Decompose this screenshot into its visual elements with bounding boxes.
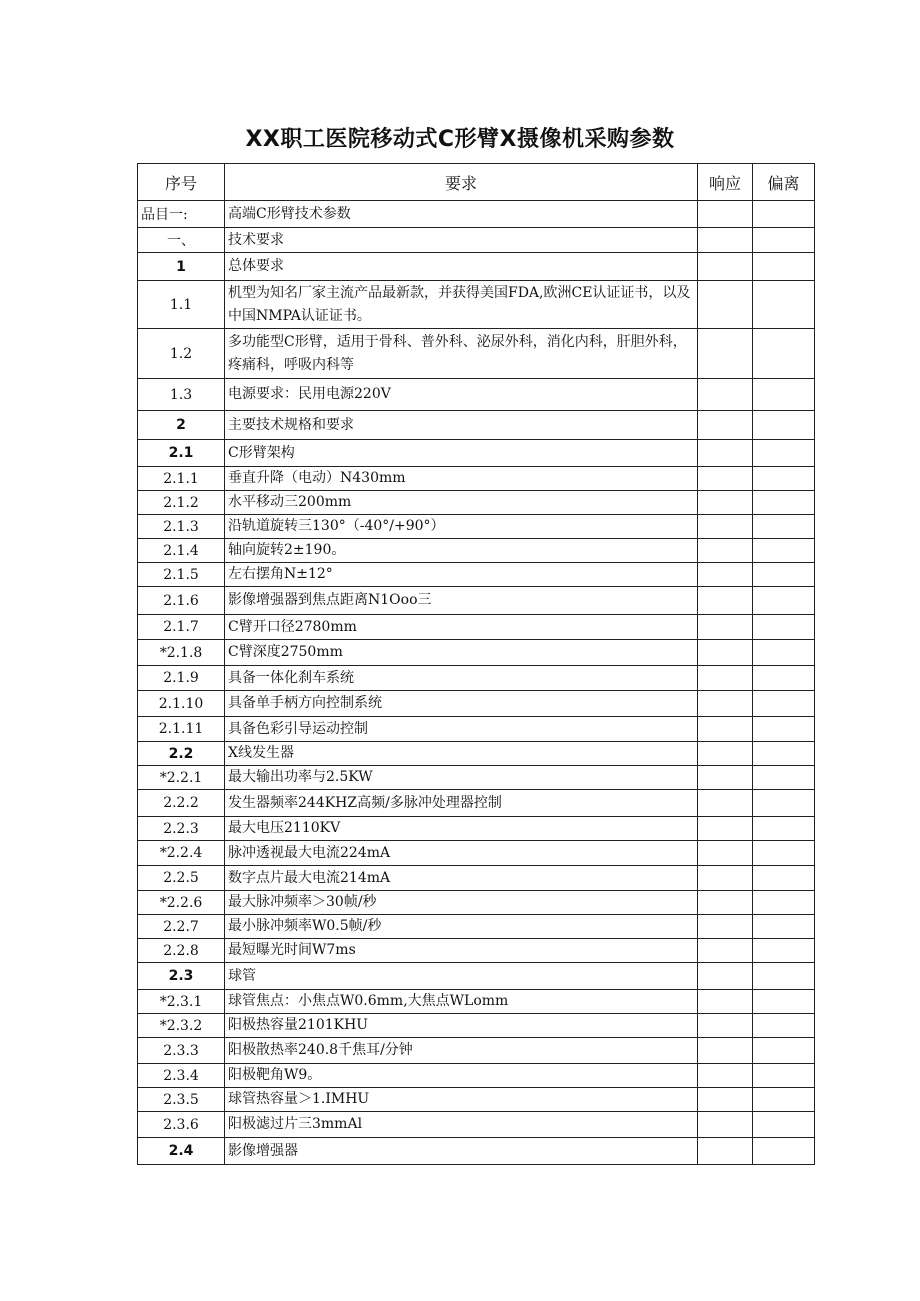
row-response-cell xyxy=(698,228,753,253)
table-row xyxy=(138,411,815,440)
row-requirement: 高端C形臂技术参数 xyxy=(225,201,698,228)
row-serial-number: 2.3.4 xyxy=(138,1064,225,1088)
row-requirement: 最小脉冲频率W0.5帧/秒 xyxy=(225,915,698,939)
row-deviation-cell xyxy=(753,228,815,253)
row-deviation-cell xyxy=(753,915,815,939)
header-deviation: 偏离 xyxy=(753,164,815,201)
row-requirement: 影像增强器到焦点距离N1Ooo三 xyxy=(225,587,698,615)
row-deviation-cell xyxy=(753,841,815,866)
row-deviation-cell xyxy=(753,990,815,1014)
row-serial-number: 2.1.6 xyxy=(138,587,225,615)
row-response-cell xyxy=(698,539,753,563)
row-requirement: C形臂架构 xyxy=(225,440,698,467)
row-response-cell xyxy=(698,666,753,691)
row-response-cell xyxy=(698,742,753,766)
row-serial-number: 1.1 xyxy=(138,281,225,329)
row-deviation-cell xyxy=(753,491,815,515)
row-response-cell xyxy=(698,817,753,841)
table-row xyxy=(138,440,815,467)
row-response-cell xyxy=(698,329,753,379)
table-row xyxy=(138,666,815,691)
table-row xyxy=(138,742,815,766)
row-serial-number: 2.2.7 xyxy=(138,915,225,939)
row-serial-number: 2.3.6 xyxy=(138,1112,225,1138)
row-requirement: 总体要求 xyxy=(225,253,698,281)
table-header-row xyxy=(138,164,815,201)
row-deviation-cell xyxy=(753,253,815,281)
row-serial-number: 1.2 xyxy=(138,329,225,379)
row-serial-number: 1.3 xyxy=(138,379,225,411)
row-response-cell xyxy=(698,640,753,666)
row-serial-number: 2.2.2 xyxy=(138,790,225,817)
row-serial-number: 品目一: xyxy=(138,201,225,228)
row-serial-number: *2.1.8 xyxy=(138,640,225,666)
row-response-cell xyxy=(698,866,753,891)
row-response-cell xyxy=(698,790,753,817)
row-requirement: 具备单手柄方向控制系统 xyxy=(225,691,698,717)
row-deviation-cell xyxy=(753,939,815,963)
row-deviation-cell xyxy=(753,717,815,742)
row-serial-number: *2.2.4 xyxy=(138,841,225,866)
row-response-cell xyxy=(698,1038,753,1064)
row-requirement: C臂深度2750mm xyxy=(225,640,698,666)
row-requirement: 垂直升降（电动）N430mm xyxy=(225,467,698,491)
row-response-cell xyxy=(698,615,753,640)
table-row xyxy=(138,866,815,891)
row-requirement: 球管焦点：小焦点W0.6mm,大焦点WLomm xyxy=(225,990,698,1014)
row-requirement: 影像增强器 xyxy=(225,1138,698,1165)
row-response-cell xyxy=(698,563,753,587)
row-serial-number: 一、 xyxy=(138,228,225,253)
table-row xyxy=(138,891,815,915)
table-row xyxy=(138,587,815,615)
row-response-cell xyxy=(698,766,753,790)
row-deviation-cell xyxy=(753,691,815,717)
table-row xyxy=(138,615,815,640)
row-deviation-cell xyxy=(753,281,815,329)
header-requirement: 要求 xyxy=(225,164,698,201)
row-requirement: 脉冲透视最大电流224mA xyxy=(225,841,698,866)
row-serial-number: 2.3 xyxy=(138,963,225,990)
row-requirement: 最大电压2110KV xyxy=(225,817,698,841)
row-serial-number: 2.1.1 xyxy=(138,467,225,491)
row-response-cell xyxy=(698,440,753,467)
row-serial-number: 2.2.8 xyxy=(138,939,225,963)
table-row xyxy=(138,491,815,515)
row-serial-number: 2.1.11 xyxy=(138,717,225,742)
row-deviation-cell xyxy=(753,766,815,790)
row-deviation-cell xyxy=(753,440,815,467)
row-response-cell xyxy=(698,891,753,915)
table-row xyxy=(138,640,815,666)
row-serial-number: *2.2.6 xyxy=(138,891,225,915)
table-row xyxy=(138,939,815,963)
table-row xyxy=(138,990,815,1014)
table-row xyxy=(138,817,815,841)
row-requirement: 最短曝光时间W7ms xyxy=(225,939,698,963)
table-row xyxy=(138,1014,815,1038)
table-row xyxy=(138,253,815,281)
row-response-cell xyxy=(698,841,753,866)
row-response-cell xyxy=(698,201,753,228)
row-requirement: X线发生器 xyxy=(225,742,698,766)
row-deviation-cell xyxy=(753,379,815,411)
row-serial-number: 2.2 xyxy=(138,742,225,766)
row-deviation-cell xyxy=(753,817,815,841)
row-deviation-cell xyxy=(753,742,815,766)
row-requirement: 阳极靶角W9。 xyxy=(225,1064,698,1088)
row-deviation-cell xyxy=(753,411,815,440)
row-deviation-cell xyxy=(753,891,815,915)
row-response-cell xyxy=(698,515,753,539)
document-title: XX职工医院移动式C形臂X摄像机采购参数 xyxy=(245,127,675,152)
row-serial-number: 2.3.3 xyxy=(138,1038,225,1064)
row-response-cell xyxy=(698,691,753,717)
row-response-cell xyxy=(698,1112,753,1138)
row-deviation-cell xyxy=(753,963,815,990)
row-requirement: 具备色彩引导运动控制 xyxy=(225,717,698,742)
row-serial-number: 2.1 xyxy=(138,440,225,467)
row-response-cell xyxy=(698,253,753,281)
table-row xyxy=(138,1088,815,1112)
row-deviation-cell xyxy=(753,1038,815,1064)
row-deviation-cell xyxy=(753,587,815,615)
header-serial-number: 序号 xyxy=(138,164,225,201)
table-row xyxy=(138,281,815,329)
row-response-cell xyxy=(698,491,753,515)
row-serial-number: 2.1.5 xyxy=(138,563,225,587)
row-serial-number: 2.1.4 xyxy=(138,539,225,563)
row-deviation-cell xyxy=(753,1138,815,1165)
row-requirement: 最大输出功率与2.5KW xyxy=(225,766,698,790)
row-serial-number: *2.2.1 xyxy=(138,766,225,790)
row-requirement: 阳极散热率240.8千焦耳/分钟 xyxy=(225,1038,698,1064)
table-row xyxy=(138,1038,815,1064)
row-serial-number: 2.1.7 xyxy=(138,615,225,640)
row-deviation-cell xyxy=(753,1064,815,1088)
row-deviation-cell xyxy=(753,615,815,640)
row-deviation-cell xyxy=(753,329,815,379)
row-serial-number: 2.4 xyxy=(138,1138,225,1165)
row-requirement: 球管热容量＞1.IMHU xyxy=(225,1088,698,1112)
table-row xyxy=(138,1064,815,1088)
row-requirement: 左右摆角N±12° xyxy=(225,563,698,587)
row-requirement: 机型为知名厂家主流产品最新款，并获得美国FDA,欧洲CE认证证书，以及中国NMPA认证证书。 xyxy=(225,281,698,329)
row-deviation-cell xyxy=(753,201,815,228)
row-response-cell xyxy=(698,1088,753,1112)
table-row xyxy=(138,1112,815,1138)
row-response-cell xyxy=(698,963,753,990)
row-response-cell xyxy=(698,939,753,963)
row-requirement: 阳极热容量2101KHU xyxy=(225,1014,698,1038)
row-serial-number: *2.3.1 xyxy=(138,990,225,1014)
procurement-spec-table xyxy=(137,163,815,1165)
row-serial-number: 2.1.2 xyxy=(138,491,225,515)
row-response-cell xyxy=(698,587,753,615)
row-response-cell xyxy=(698,1014,753,1038)
row-response-cell xyxy=(698,379,753,411)
row-deviation-cell xyxy=(753,1088,815,1112)
row-serial-number: *2.3.2 xyxy=(138,1014,225,1038)
table-row xyxy=(138,228,815,253)
table-row xyxy=(138,841,815,866)
table-row xyxy=(138,515,815,539)
table-row xyxy=(138,379,815,411)
row-requirement: 球管 xyxy=(225,963,698,990)
row-response-cell xyxy=(698,717,753,742)
table-row xyxy=(138,563,815,587)
row-deviation-cell xyxy=(753,515,815,539)
table-row xyxy=(138,963,815,990)
row-response-cell xyxy=(698,411,753,440)
table-row xyxy=(138,329,815,379)
row-requirement: 最大脉冲频率＞30帧/秒 xyxy=(225,891,698,915)
row-serial-number: 1 xyxy=(138,253,225,281)
row-requirement: 发生器频率244KHZ高频/多脉冲处理器控制 xyxy=(225,790,698,817)
row-serial-number: 2.2.3 xyxy=(138,817,225,841)
row-deviation-cell xyxy=(753,563,815,587)
row-deviation-cell xyxy=(753,467,815,491)
row-deviation-cell xyxy=(753,1014,815,1038)
row-requirement: 水平移动三200mm xyxy=(225,491,698,515)
table-row xyxy=(138,915,815,939)
row-requirement: 数字点片最大电流214mA xyxy=(225,866,698,891)
row-response-cell xyxy=(698,467,753,491)
row-requirement: 轴向旋转2±190。 xyxy=(225,539,698,563)
table-row xyxy=(138,201,815,228)
table-row xyxy=(138,717,815,742)
row-deviation-cell xyxy=(753,790,815,817)
table-row xyxy=(138,539,815,563)
header-response: 响应 xyxy=(698,164,753,201)
row-response-cell xyxy=(698,990,753,1014)
row-requirement: 技术要求 xyxy=(225,228,698,253)
row-deviation-cell xyxy=(753,866,815,891)
row-requirement: 电源要求：民用电源220V xyxy=(225,379,698,411)
table-row xyxy=(138,1138,815,1165)
row-serial-number: 2.3.5 xyxy=(138,1088,225,1112)
row-response-cell xyxy=(698,915,753,939)
row-deviation-cell xyxy=(753,640,815,666)
row-serial-number: 2.1.3 xyxy=(138,515,225,539)
row-requirement: 多功能型C形臂，适用于骨科、普外科、泌尿外科，消化内科，肝胆外科，疼痛科，呼吸内科等 xyxy=(225,329,698,379)
table-row xyxy=(138,467,815,491)
row-response-cell xyxy=(698,281,753,329)
row-serial-number: 2.1.10 xyxy=(138,691,225,717)
row-requirement: 沿轨道旋转三130°（-40°/+90°） xyxy=(225,515,698,539)
row-response-cell xyxy=(698,1064,753,1088)
row-deviation-cell xyxy=(753,666,815,691)
row-requirement: 阳极滤过片三3mmAl xyxy=(225,1112,698,1138)
row-serial-number: 2.1.9 xyxy=(138,666,225,691)
row-serial-number: 2.2.5 xyxy=(138,866,225,891)
row-serial-number: 2 xyxy=(138,411,225,440)
row-deviation-cell xyxy=(753,1112,815,1138)
table-row xyxy=(138,766,815,790)
row-response-cell xyxy=(698,1138,753,1165)
row-requirement: 主要技术规格和要求 xyxy=(225,411,698,440)
table-row xyxy=(138,691,815,717)
table-body xyxy=(138,201,815,1165)
row-requirement: 具备一体化刹车系统 xyxy=(225,666,698,691)
row-requirement: C臂开口径2780mm xyxy=(225,615,698,640)
table-row xyxy=(138,790,815,817)
row-deviation-cell xyxy=(753,539,815,563)
